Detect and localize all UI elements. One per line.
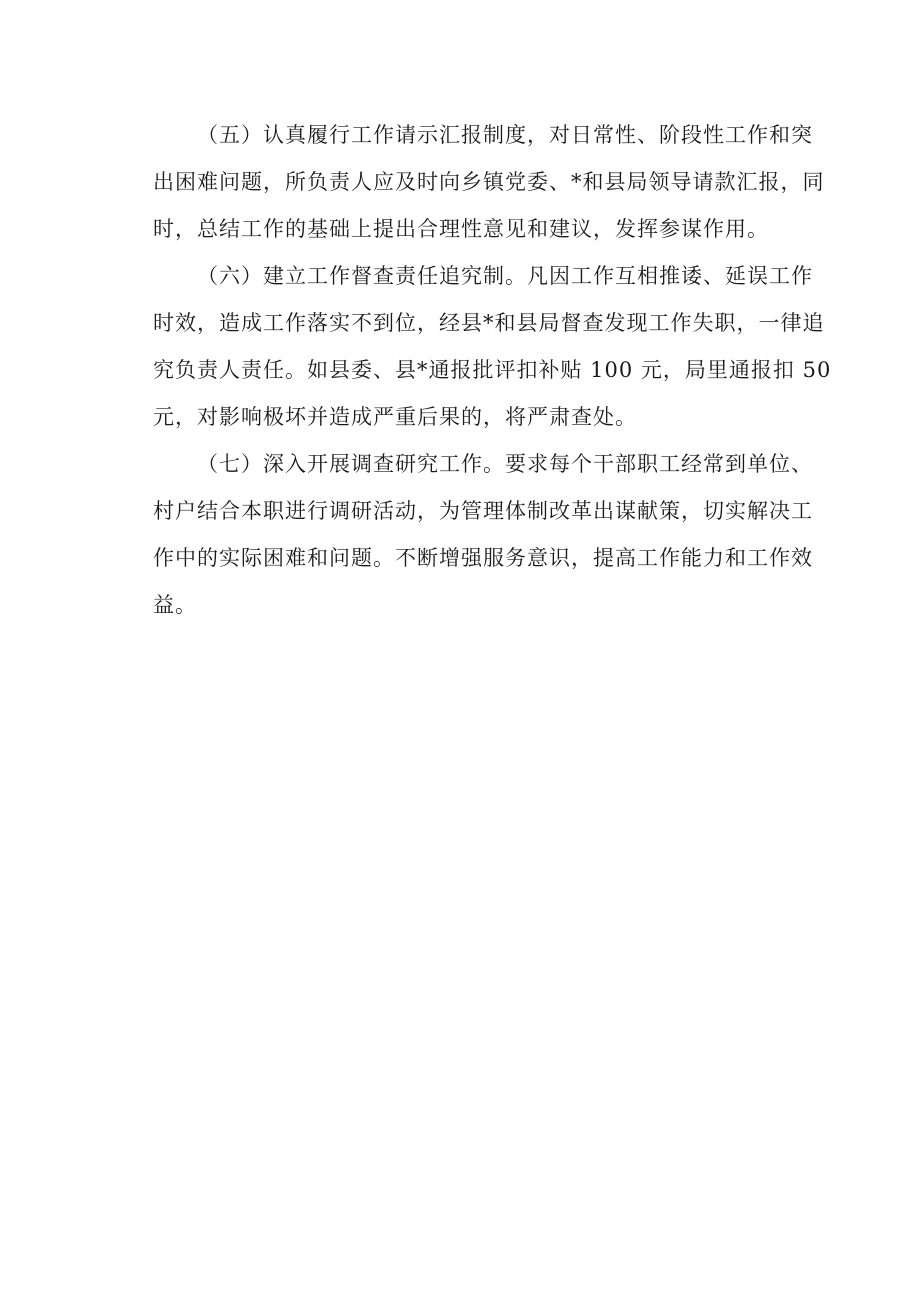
paragraph-line: 作中的实际困难和问题。不断增强服务意识，提高工作能力和工作效 <box>153 546 813 570</box>
paragraph-line: 元，对影响极坏并造成严重后果的，将严肃查处。 <box>153 405 637 429</box>
paragraph-line: 村户结合本职进行调研活动，为管理体制改革出谋献策，切实解决工 <box>153 499 813 523</box>
paragraph-5 <box>153 112 825 253</box>
document-body <box>153 112 832 629</box>
paragraph-line: （六）建立工作督查责任追究制。凡因工作互相推诿、延误工作 <box>197 264 813 288</box>
paragraph-6 <box>153 253 832 441</box>
paragraph-line: （七）深入开展调查研究工作。要求每个干部职工经常到单位、 <box>197 452 813 476</box>
paragraph-line: 时，总结工作的基础上提出合理性意见和建议，发挥参谋作用。 <box>153 217 769 241</box>
paragraph-line: 时效，造成工作落实不到位，经县*和县局督查发现工作失职，一律追 <box>153 311 825 335</box>
paragraph-line: 益。 <box>153 593 197 617</box>
paragraph-7 <box>153 441 813 629</box>
paragraph-line: 出困难问题，所负责人应及时向乡镇党委、*和县局领导请款汇报，同 <box>153 170 825 194</box>
paragraph-line: （五）认真履行工作请示汇报制度，对日常性、阶段性工作和突 <box>197 123 813 147</box>
paragraph-line: 究负责人责任。如县委、县*通报批评扣补贴 100 元，局里通报扣 50 <box>153 358 832 382</box>
